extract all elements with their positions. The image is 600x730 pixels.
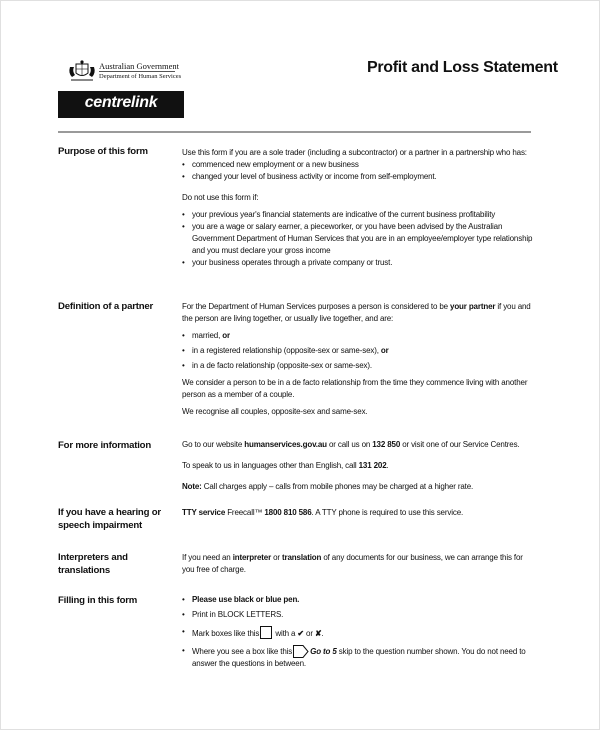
purpose-use-list — [182, 159, 534, 183]
purpose-do-not-intro: Do not use this form if: — [182, 193, 259, 202]
list-item: • changed your level of business activity or income from self-employment. — [182, 171, 534, 183]
list-item: • Where you see a box like this Go to 5 skip to the question number shown. You do not need to answer the questions in between. — [182, 645, 534, 670]
partner-list — [182, 330, 534, 372]
list-item: • Mark boxes like this with a ✔ or ✘. — [182, 626, 534, 640]
section-partner — [182, 301, 534, 418]
list-item: • commenced new employment or a new business — [182, 159, 534, 171]
government-divider — [99, 71, 175, 72]
list-item: • you are a wage or salary earner, a pieceworker, or you have been advised by the Australian Government Department of Human Services that you are in an employee/employer type relationship and you must declare your gross income — [182, 221, 534, 257]
section-label-info: For more information — [58, 440, 152, 451]
partner-recognition-note: We recognise all couples, opposite-sex and same-sex. — [182, 407, 368, 416]
header-divider — [58, 131, 531, 133]
info-languages: To speak to us in languages other than English, call 131 202. — [182, 461, 389, 470]
section-label-partner: Definition of a partner — [58, 301, 154, 312]
partner-intro: For the Department of Human Services purposes a person is considered to be your partner if you and the person are living together, or usually live together, and are: — [182, 302, 531, 323]
list-item: • married, or — [182, 330, 534, 342]
section-label-filling: Filling in this form — [58, 595, 138, 606]
section-label-interpreters: Interpreters and translations — [58, 552, 128, 576]
section-filling — [182, 594, 534, 670]
list-item: • your business operates through a private company or trust. — [182, 257, 534, 269]
section-label-hearing: If you have a hearing or speech impairment — [58, 507, 161, 531]
section-purpose — [182, 147, 534, 269]
goto-arrow-box-icon — [293, 645, 309, 658]
goto-example: Go to 5 — [310, 647, 337, 656]
tty-number: 1800 810 586 — [264, 508, 312, 517]
coat-of-arms-icon — [67, 59, 97, 83]
filling-instructions — [182, 594, 534, 670]
cross-icon: ✘ — [314, 629, 322, 638]
tty-info: TTY service Freecall™ 1800 810 586. A TTY phone is required to use this service. — [182, 508, 464, 517]
list-item: • your previous year's financial statements are indicative of the current business profitability — [182, 209, 534, 221]
info-contact: Go to our website humanservices.gov.au or call us on 132 850 or visit one of our Service Centres. — [182, 440, 520, 449]
section-interpreters — [182, 552, 534, 576]
department-name: Department of Human Services — [99, 73, 182, 80]
info-note: Note: Call charges apply – calls from mobile phones may be charged at a higher rate. — [182, 482, 474, 491]
interpreters-text: If you need an interpreter or translation of any documents for our business, we can arrange this for you free of charge. — [182, 553, 523, 574]
purpose-intro: Use this form if you are a sole trader (including a subcontractor) or a partner in a partnership who has: — [182, 148, 527, 157]
page-title: Profit and Loss Statement — [367, 59, 558, 76]
section-hearing — [182, 507, 534, 519]
list-item: • in a de facto relationship (opposite-sex or same-sex). — [182, 360, 534, 372]
purpose-do-not-list — [182, 209, 534, 269]
government-name: Australian Government — [99, 61, 180, 71]
partner-defacto-note: We consider a person to be in a de facto relationship from the time they commence living with another person as a member of a couple. — [182, 378, 528, 399]
list-item: • Please use black or blue pen. — [182, 594, 534, 606]
list-item: • in a registered relationship (opposite-sex or same-sex), or — [182, 345, 534, 357]
list-item: • Print in BLOCK LETTERS. — [182, 609, 534, 621]
section-info — [182, 439, 534, 493]
language-phone-number: 131 202 — [358, 461, 387, 470]
brand-logo-text: centrelink — [84, 94, 158, 111]
phone-number: 132 850 — [372, 440, 401, 449]
website-link[interactable]: humanservices.gov.au — [244, 440, 327, 449]
example-checkbox — [260, 626, 272, 639]
section-label-purpose: Purpose of this form — [58, 146, 148, 157]
tick-icon: ✔ — [297, 629, 304, 638]
